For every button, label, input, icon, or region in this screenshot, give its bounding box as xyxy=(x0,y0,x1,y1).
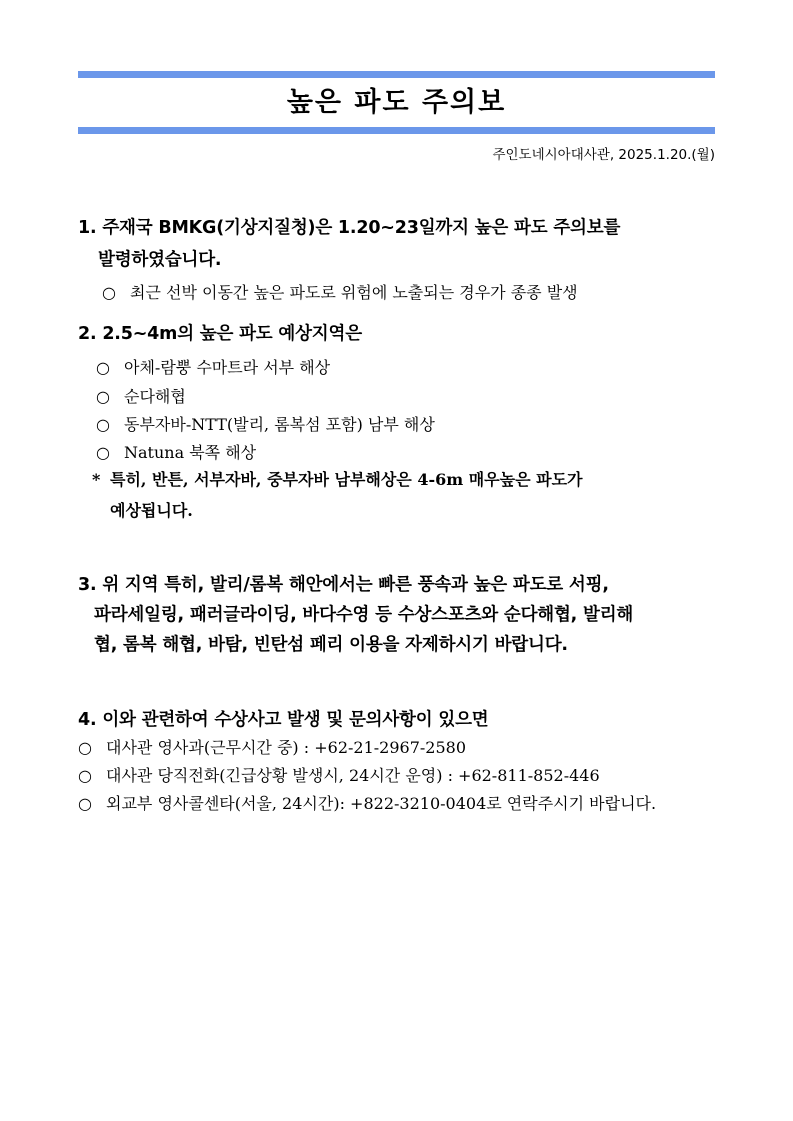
section-2-item-3-text: 동부자바-NTT(발리, 롬복섬 포함) 남부 해상 xyxy=(124,415,435,434)
section-1-item xyxy=(102,280,578,303)
issuer-dateline: 주인도네시아대사관, 2025.1.20.(월) xyxy=(492,147,715,163)
circle-bullet-icon: ○ xyxy=(78,738,92,757)
circle-bullet-icon: ○ xyxy=(78,794,92,813)
section-1-line-2: 발령하였습니다. xyxy=(98,250,222,270)
section-4-item-1-text: 대사관 영사과(근무시간 중) : +62-21-2967-2580 xyxy=(106,738,467,757)
section-2-item-1 xyxy=(96,355,330,378)
page-title: 높은 파도 주의보 xyxy=(286,87,507,118)
section-2-item-2-text: 순다해협 xyxy=(124,387,186,406)
asterisk-icon: * xyxy=(92,470,101,489)
section-1-item-text: 최근 선박 이동간 높은 파도로 위험에 노출되는 경우가 종종 발생 xyxy=(130,283,578,302)
title-rule-top xyxy=(78,71,715,78)
section-3-line-2: 파라세일링, 패러글라이딩, 바다수영 등 수상스포츠와 순다해협, 발리해 xyxy=(94,605,634,625)
section-3-line-3: 협, 롬복 해협, 바탐, 빈탄섬 페리 이용을 자제하시기 바랍니다. xyxy=(94,635,568,655)
section-2-note-line-2: 예상됩니다. xyxy=(110,501,193,520)
section-4-item-3-text: 외교부 영사콜센타(서울, 24시간): +822-3210-0404로 연락주시기 바랍니다. xyxy=(106,794,657,813)
section-4-item-1 xyxy=(78,735,466,758)
circle-bullet-icon: ○ xyxy=(102,283,116,302)
circle-bullet-icon: ○ xyxy=(96,443,110,462)
section-2-item-1-text: 아체-람뿡 수마트라 서부 해상 xyxy=(124,358,331,377)
section-2-heading: 2. 2.5~4m의 높은 파도 예상지역은 xyxy=(78,324,362,344)
section-2-item-2 xyxy=(96,384,186,407)
section-1-line-1: 1. 주재국 BMKG(기상지질청)은 1.20~23일까지 높은 파도 주의보를 xyxy=(78,218,621,238)
section-2-item-4 xyxy=(96,440,256,463)
section-4-item-2 xyxy=(78,763,600,786)
section-4-item-3 xyxy=(78,791,656,814)
section-2-note xyxy=(92,467,582,490)
section-2-item-3 xyxy=(96,412,435,435)
section-4-item-2-text: 대사관 당직전화(긴급상황 발생시, 24시간 운영) : +62-811-852-446 xyxy=(106,766,600,785)
section-2-note-line-1: 특히, 반튼, 서부자바, 중부자바 남부해상은 4-6m 매우높은 파도가 xyxy=(110,470,583,489)
title-rule-bottom xyxy=(78,127,715,134)
section-4-heading: 4. 이와 관련하여 수상사고 발생 및 문의사항이 있으면 xyxy=(78,710,489,730)
circle-bullet-icon: ○ xyxy=(96,415,110,434)
circle-bullet-icon: ○ xyxy=(96,358,110,377)
circle-bullet-icon: ○ xyxy=(96,387,110,406)
circle-bullet-icon: ○ xyxy=(78,766,92,785)
section-3-line-1: 3. 위 지역 특히, 발리/롬복 해안에서는 빠른 풍속과 높은 파도로 서핑, xyxy=(78,575,609,595)
section-2-item-4-text: Natuna 북쪽 해상 xyxy=(124,443,257,462)
